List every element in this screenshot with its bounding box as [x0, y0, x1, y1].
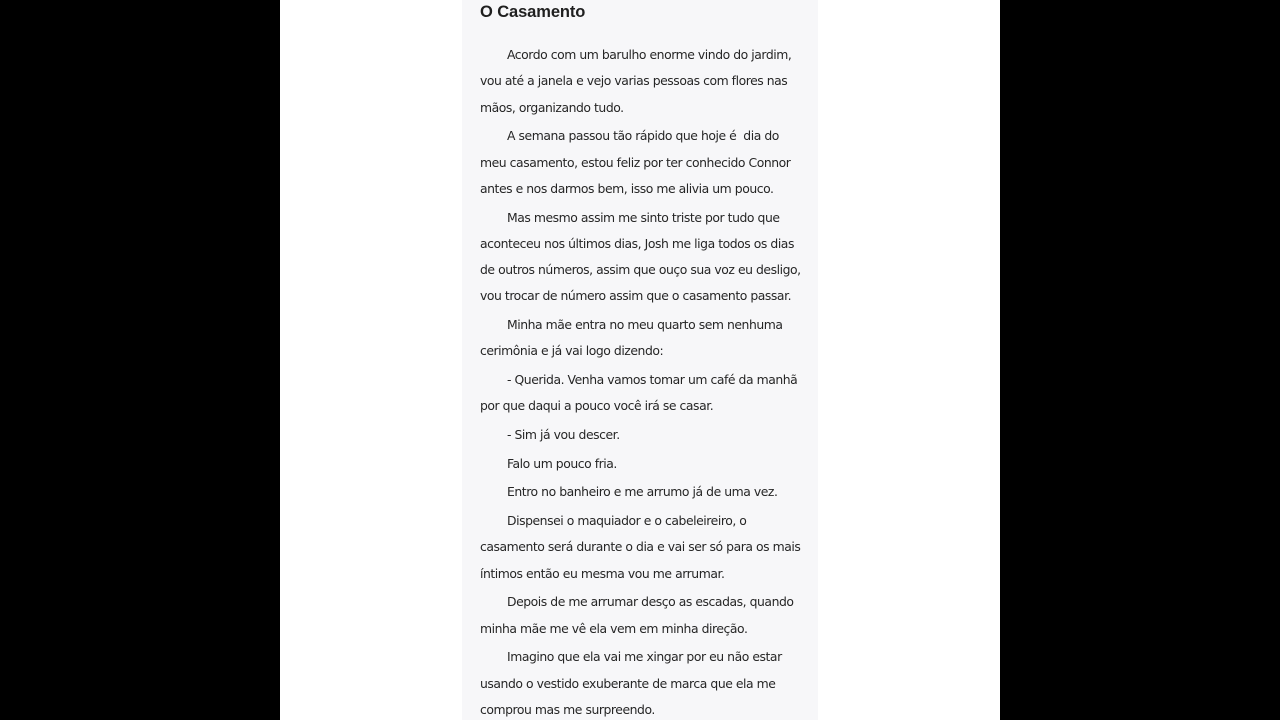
dialogue-paragraph: - Sim já vou descer.	[507, 427, 620, 443]
video-frame	[280, 0, 1000, 720]
chapter-body	[480, 42, 806, 720]
paragraph: A semana passou tão rápido que hoje é dia do meu casamento, estou feliz por ter conhecido Connor antes e nos darmos bem, isso me alivia um pouco.	[480, 128, 794, 196]
chapter-title: O Casamento	[480, 3, 586, 21]
paragraph: Minha mãe entra no meu quarto sem nenhuma cerimônia e já vai logo dizendo:	[480, 317, 787, 359]
paragraph: Dispensei o maquiador e o cabeleireiro, o casamento será durante o dia e vai ser só para os mais íntimos então eu mesma vou me arrumar.	[480, 513, 804, 581]
paragraph: Acordo com um barulho enorme vindo do jardim, vou até a janela e vejo varias pessoas com flores nas mãos, organizando tudo.	[480, 47, 795, 115]
paragraph: Depois de me arrumar desço as escadas, quando minha mãe me vê ela vem em minha direção.	[480, 594, 798, 636]
paragraph: Entro no banheiro e me arrumo já de uma vez.	[507, 484, 778, 500]
paragraph: Falo um pouco fria.	[507, 455, 617, 471]
dialogue-paragraph: - Querida. Venha vamos tomar um café da manhã por que daqui a pouco você irá se casar.	[480, 372, 801, 414]
paragraph: Mas mesmo assim me sinto triste por tudo que aconteceu nos últimos dias, Josh me liga todos os dias de outros números, assim que ouço sua voz eu desligo, vou trocar de número assim que o casamento passar.	[480, 209, 805, 304]
reader-page[interactable]	[462, 0, 818, 720]
paragraph: Imagino que ela vai me xingar por eu não estar usando o vestido exuberante de marca que ela me comprou mas me surpreendo.	[480, 649, 786, 718]
